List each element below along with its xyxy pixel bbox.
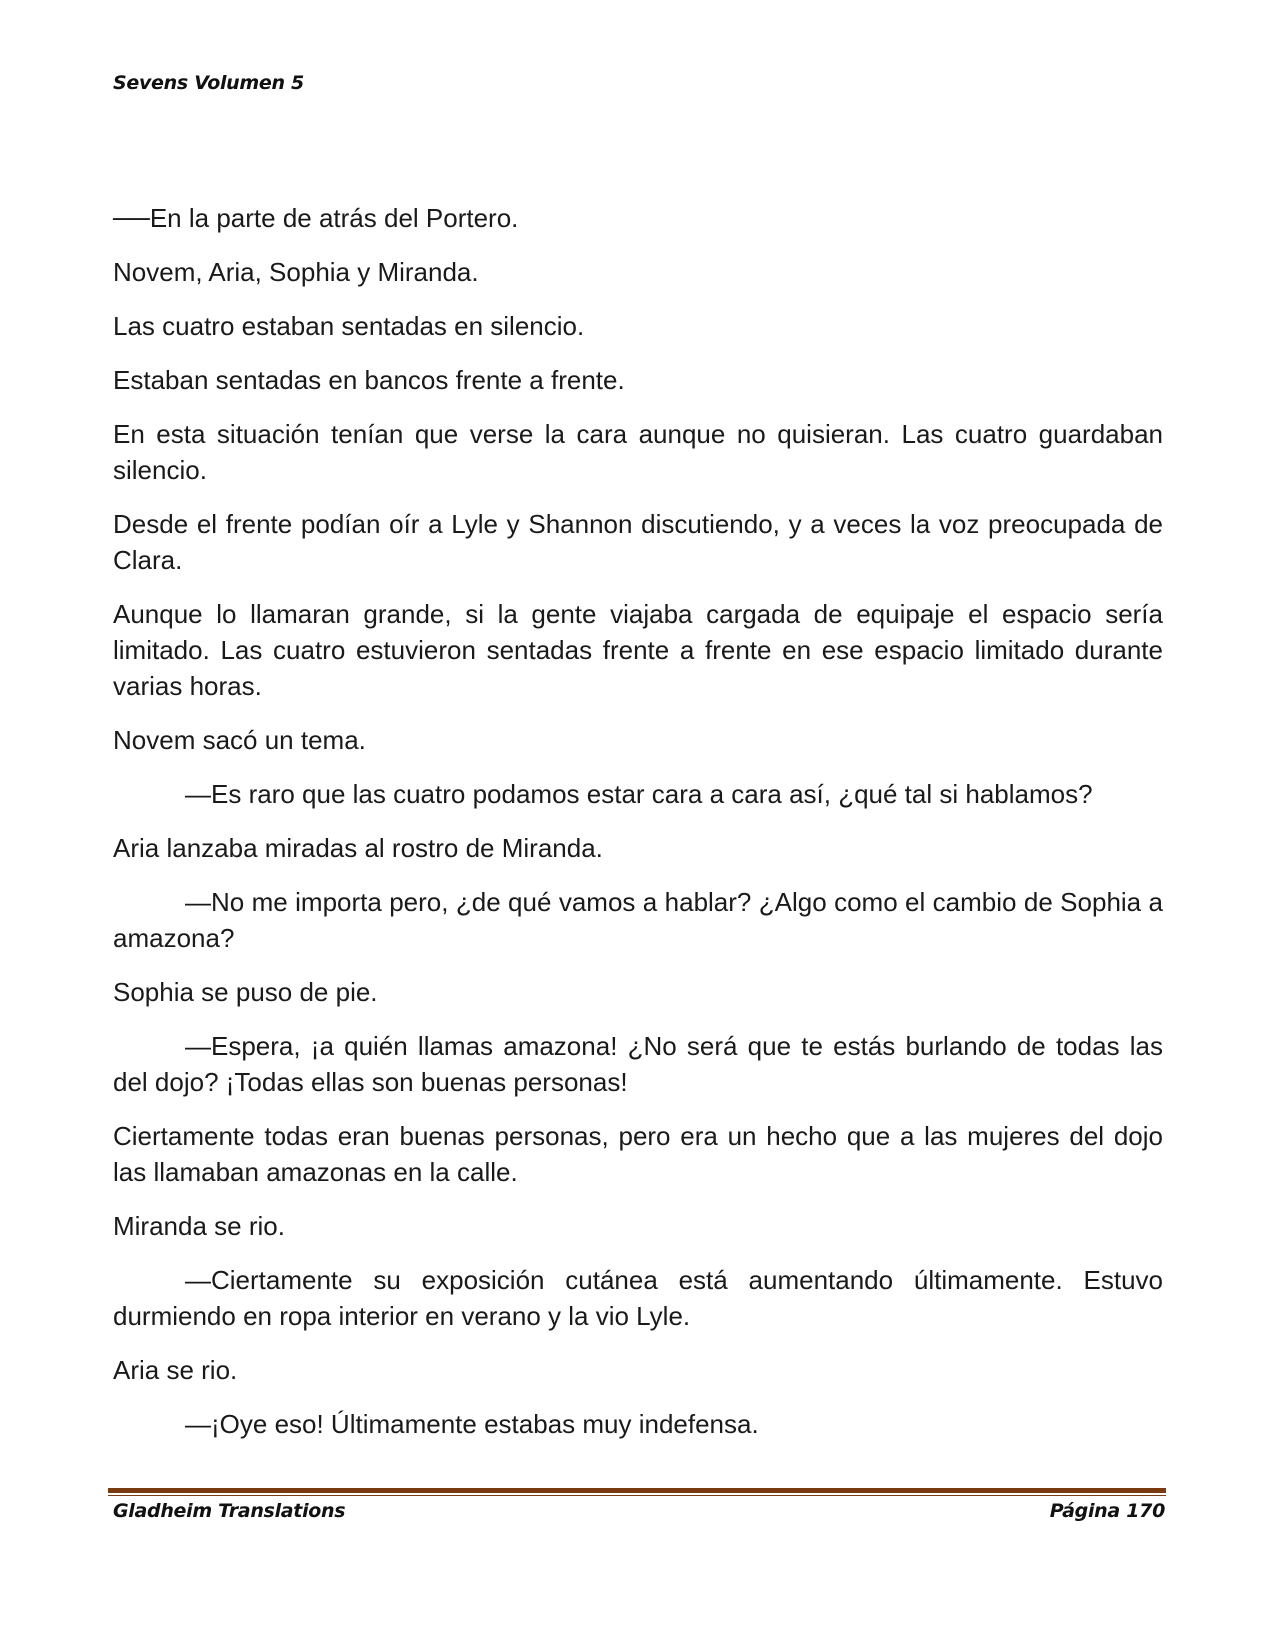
paragraph: Aria se rio. — [113, 1355, 238, 1385]
dialogue-paragraph: —Ciertamente su exposición cutánea está aumentando últimamente. Estuvo durmiendo en ropa interior en verano y la vio Lyle. — [113, 1265, 1163, 1331]
paragraph: En esta situación tenían que verse la cara aunque no quisieran. Las cuatro guardaban silencio. — [113, 419, 1163, 485]
footer-divider — [108, 1488, 1166, 1496]
dialogue-paragraph: —Espera, ¡a quién llamas amazona! ¿No será que te estás burlando de todas las del dojo? ¡Todas ellas son buenas personas! — [113, 1031, 1163, 1097]
page-body — [113, 200, 1163, 1460]
paragraph: Miranda se rio. — [113, 1211, 285, 1241]
paragraph: Sophia se puso de pie. — [113, 977, 378, 1007]
footer-divider-thick — [108, 1488, 1166, 1493]
paragraph: Novem sacó un tema. — [113, 725, 366, 755]
paragraph: Las cuatro estaban sentadas en silencio. — [113, 311, 585, 341]
paragraph: ──En la parte de atrás del Portero. — [113, 203, 519, 233]
paragraph: Aria lanzaba miradas al rostro de Miranda. — [113, 833, 603, 863]
running-header: Sevens Volumen 5 — [113, 72, 304, 94]
footer-publisher: Gladheim Translations — [113, 1500, 346, 1522]
paragraph: Aunque lo llamaran grande, si la gente viajaba cargada de equipaje el espacio sería limitado. Las cuatro estuvieron sentadas frente a frente en ese espacio limitado durante varias horas. — [113, 599, 1163, 701]
dialogue-paragraph: —No me importa pero, ¿de qué vamos a hablar? ¿Algo como el cambio de Sophia a amazona? — [113, 887, 1163, 953]
paragraph: Ciertamente todas eran buenas personas, pero era un hecho que a las mujeres del dojo las llamaban amazonas en la calle. — [113, 1121, 1163, 1187]
paragraph: Desde el frente podían oír a Lyle y Shannon discutiendo, y a veces la voz preocupada de Clara. — [113, 509, 1163, 575]
paragraph: Estaban sentadas en bancos frente a frente. — [113, 365, 625, 395]
paragraph: Novem, Aria, Sophia y Miranda. — [113, 257, 479, 287]
page-number: Página 170 — [1049, 1500, 1165, 1522]
footer-divider-thin — [108, 1495, 1166, 1496]
dialogue-paragraph: —Es raro que las cuatro podamos estar cara a cara así, ¿qué tal si hablamos? — [185, 779, 1093, 809]
dialogue-paragraph: —¡Oye eso! Últimamente estabas muy indefensa. — [185, 1409, 759, 1439]
